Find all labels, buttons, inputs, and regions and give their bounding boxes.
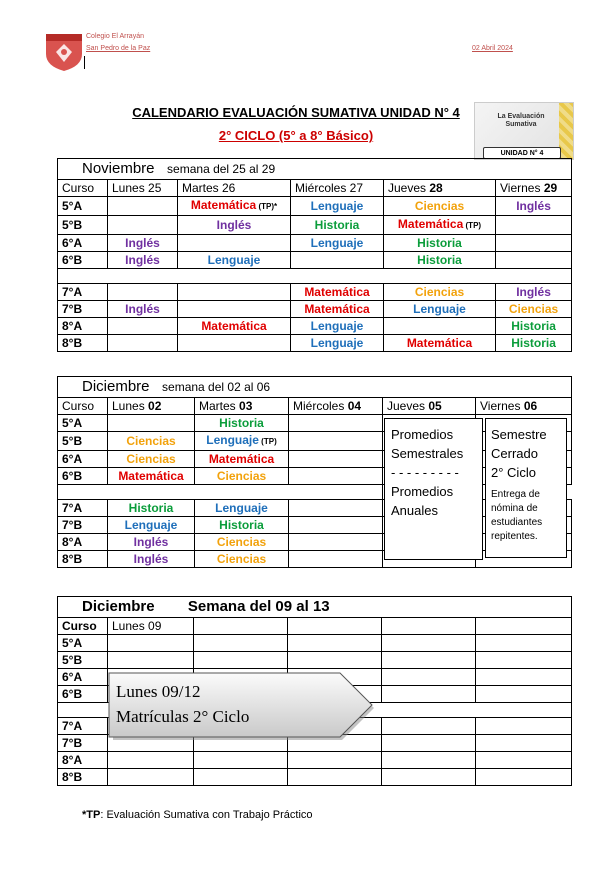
col-day-2 [195, 398, 289, 415]
table-row [58, 197, 572, 216]
schedule-cell [289, 534, 383, 551]
subject-label: Historia [511, 319, 556, 333]
empty-cell [476, 718, 572, 735]
schedule-cell [289, 451, 383, 468]
column-headers [58, 398, 572, 415]
schedule-cell [108, 451, 195, 468]
subject-label: Inglés [125, 236, 160, 250]
schedule-cell [178, 301, 291, 318]
subject-label: Lenguaje [124, 518, 178, 532]
november-calendar-table [57, 158, 572, 352]
illustration-line1: La Evaluación [497, 113, 545, 120]
row-curso: 5°B [58, 652, 108, 669]
col-day-5-name: Viernes [480, 399, 524, 413]
col-day-3-name: Miércoles [293, 399, 348, 413]
schedule-cell [108, 216, 178, 235]
schedule-cell [108, 335, 178, 352]
col-day-2-num: 03 [239, 399, 253, 413]
schedule-cell [108, 197, 178, 216]
col-curso: Curso [58, 180, 108, 197]
table-row [58, 216, 572, 235]
schedule-cell [384, 235, 496, 252]
subject-label: Matemática [304, 285, 370, 299]
schedule-cell [291, 197, 384, 216]
col-day-3: Miércoles 27 [291, 180, 384, 197]
col-day-5-name: Viernes [500, 181, 544, 195]
subject-label: Historia [219, 518, 264, 532]
document-date: 02 Abril 2024 [472, 45, 513, 52]
schedule-cell [108, 534, 195, 551]
subject-label: Inglés [516, 199, 551, 213]
footnote-text: : Evaluación Sumativa con Trabajo Práctico [100, 809, 313, 821]
table-header-december-2 [58, 597, 572, 618]
schedule-cell [384, 252, 496, 269]
schedule-cell [291, 235, 384, 252]
schedule-cell [384, 318, 496, 335]
november-rows-5-6 [58, 197, 572, 269]
page-title: CALENDARIO EVALUACIÓN SUMATIVA UNIDAD N° 4 [132, 105, 460, 120]
subject-label: Matemática [201, 319, 267, 333]
promedios-line1: Promedios [391, 427, 454, 442]
schedule-cell [108, 252, 178, 269]
schedule-cell [496, 318, 572, 335]
schedule-cell [195, 468, 289, 485]
empty-cell [108, 769, 194, 786]
subject-label: Lenguaje [310, 199, 364, 213]
schedule-cell [108, 517, 195, 534]
col-empty [288, 618, 382, 635]
subject-label: Matemática [190, 198, 257, 212]
empty-cell [382, 769, 476, 786]
unit-illustration-caption [489, 113, 553, 129]
subject-label: Historia [314, 218, 360, 232]
col-empty [476, 618, 572, 635]
week-label: semana del 25 al 29 [167, 162, 276, 176]
schedule-cell [291, 284, 384, 301]
col-empty [382, 618, 476, 635]
row-curso: 7°B [58, 517, 108, 534]
col-day-3 [289, 398, 383, 415]
row-curso: 6°A [58, 669, 108, 686]
empty-cell [382, 735, 476, 752]
subject-label: Matemática [304, 302, 370, 316]
schedule-cell [289, 517, 383, 534]
row-curso: 5°A [58, 635, 108, 652]
table-header-november [58, 159, 572, 180]
table-row [58, 284, 572, 301]
schedule-cell [496, 335, 572, 352]
row-curso: 7°B [58, 301, 108, 318]
empty-cell [382, 718, 476, 735]
schedule-cell [291, 318, 384, 335]
empty-cell [382, 669, 476, 686]
empty-cell [288, 635, 382, 652]
col-day-5 [496, 180, 572, 197]
subject-label: Inglés [216, 218, 252, 232]
row-curso: 8°A [58, 752, 108, 769]
unit-tag: UNIDAD N° 4 [483, 147, 561, 159]
row-curso: 6°B [58, 686, 108, 703]
schedule-cell [291, 252, 384, 269]
schedule-cell [291, 301, 384, 318]
schedule-cell [291, 216, 384, 235]
subject-label: Historia [219, 416, 264, 430]
col-day-4-num: 28 [429, 181, 443, 195]
schedule-cell [195, 451, 289, 468]
schedule-cell [108, 235, 178, 252]
col-day-1-name: Lunes [112, 399, 149, 413]
col-day-1-num: 02 [148, 399, 162, 413]
row-curso: 5°B [58, 216, 108, 235]
subject-label: Historia [128, 501, 174, 515]
schedule-cell [289, 415, 383, 432]
table-row [58, 318, 572, 335]
subject-label: Matemática [118, 469, 184, 483]
matriculas-text [116, 679, 249, 729]
subject-label: Inglés [125, 302, 160, 316]
column-headers [58, 618, 572, 635]
schedule-cell [178, 318, 291, 335]
empty-cell [382, 635, 476, 652]
school-logo [44, 32, 84, 72]
schedule-cell [195, 500, 289, 517]
row-curso: 6°A [58, 235, 108, 252]
empty-cell [288, 652, 382, 669]
empty-cell [108, 652, 194, 669]
table-row [58, 769, 572, 786]
schedule-cell [108, 415, 195, 432]
promedios-divider: - - - - - - - - - [391, 465, 459, 480]
row-curso: 7°A [58, 500, 108, 517]
subject-label: Lenguaje [413, 302, 466, 316]
matriculas-date: Lunes 09/12 [116, 682, 201, 701]
promedios-line5: Anuales [391, 503, 438, 518]
row-curso: 5°A [58, 197, 108, 216]
schedule-cell [496, 284, 572, 301]
subject-label: Inglés [125, 253, 160, 267]
row-curso: 7°A [58, 284, 108, 301]
promedios-box [384, 418, 483, 560]
school-city: San Pedro de la Paz [86, 45, 151, 52]
subject-label: Ciencias [216, 469, 267, 483]
illustration-line2: Sumativa [505, 121, 537, 128]
subject-label: Historia [417, 253, 462, 267]
month-label: Diciembre [82, 598, 155, 615]
text-cursor [84, 56, 85, 69]
table-row [58, 752, 572, 769]
tp-marker: (TP) [463, 221, 482, 230]
tp-marker: (TP) [258, 437, 277, 446]
semestre-note: Entrega de nómina de estudiantes repitentes. [491, 489, 543, 542]
schedule-cell [108, 301, 178, 318]
col-day-4-name: Jueves [388, 181, 430, 195]
footnote-tp: *TP [82, 809, 101, 821]
col-day-5-num: 29 [543, 181, 558, 195]
schedule-cell [289, 500, 383, 517]
separator-cell [58, 269, 572, 284]
col-curso: Curso [58, 618, 108, 635]
row-curso: 8°A [58, 534, 108, 551]
col-day-4 [384, 180, 496, 197]
row-curso: 7°B [58, 735, 108, 752]
schedule-cell [108, 284, 178, 301]
empty-cell [288, 752, 382, 769]
schedule-cell [496, 252, 572, 269]
column-headers [58, 180, 572, 197]
month-label: Diciembre [82, 378, 150, 395]
schedule-cell [108, 318, 178, 335]
col-day-2: Martes 26 [178, 180, 291, 197]
semestre-cerrado-box [485, 418, 567, 558]
table-header-december-1 [58, 377, 572, 398]
schedule-cell [496, 235, 572, 252]
table-row [58, 635, 572, 652]
schedule-cell [289, 432, 383, 451]
subject-label: Ciencias [126, 434, 176, 448]
table-row [58, 335, 572, 352]
table-row [58, 235, 572, 252]
table-row [58, 652, 572, 669]
schedule-cell [108, 432, 195, 451]
col-day-3-num: 04 [347, 399, 362, 413]
promedios-line4: Promedios [391, 484, 454, 499]
empty-cell [194, 635, 288, 652]
table-row [58, 301, 572, 318]
schedule-cell [178, 284, 291, 301]
schedule-cell [178, 335, 291, 352]
empty-cell [476, 769, 572, 786]
schedule-cell [178, 197, 291, 216]
week-label: Semana del 09 al 13 [187, 598, 330, 615]
school-name: Colegio El Arrayán [86, 33, 144, 40]
matriculas-label: Matrículas 2° Ciclo [116, 707, 250, 726]
schedule-cell [291, 335, 384, 352]
empty-cell [382, 752, 476, 769]
empty-cell [382, 686, 476, 703]
row-curso: 7°A [58, 718, 108, 735]
subject-label: Lenguaje [206, 433, 259, 447]
schedule-cell [195, 517, 289, 534]
schedule-cell [384, 335, 496, 352]
schedule-cell [178, 235, 291, 252]
unit-illustration [474, 102, 574, 160]
subject-label: Lenguaje [310, 236, 364, 250]
subject-label: Inglés [133, 552, 169, 566]
col-empty [194, 618, 288, 635]
schedule-cell [108, 500, 195, 517]
schedule-cell [289, 468, 383, 485]
col-day-5-num: 06 [523, 399, 538, 413]
schedule-cell [178, 216, 291, 235]
schedule-cell [384, 216, 496, 235]
col-day-5 [476, 398, 572, 415]
subject-label: Matemática [397, 217, 464, 231]
subject-label: Lenguaje [310, 319, 364, 333]
schedule-cell [496, 216, 572, 235]
empty-cell [476, 669, 572, 686]
subject-label: Inglés [516, 285, 551, 299]
empty-cell [288, 769, 382, 786]
col-day-1 [108, 398, 195, 415]
subject-label: Matemática [208, 452, 275, 466]
subject-label: Inglés [133, 535, 169, 549]
empty-cell [476, 735, 572, 752]
separator-row [58, 269, 572, 284]
subject-label: Ciencias [216, 535, 267, 549]
row-curso: 5°B [58, 432, 108, 451]
schedule-cell [108, 551, 195, 568]
col-day-4-name: Jueves [387, 399, 429, 413]
empty-cell [194, 752, 288, 769]
separator-cell [58, 485, 383, 500]
schedule-cell [178, 252, 291, 269]
row-curso: 8°B [58, 335, 108, 352]
row-curso: 6°B [58, 252, 108, 269]
week-label: semana del 02 al 06 [162, 380, 271, 394]
empty-cell [382, 652, 476, 669]
subject-label: Lenguaje [207, 253, 261, 267]
empty-cell [194, 652, 288, 669]
col-day-2-name: Martes [199, 399, 240, 413]
subject-label: Lenguaje [215, 501, 268, 515]
subject-label: Ciencias [216, 552, 267, 566]
subject-label: Ciencias [508, 302, 559, 316]
semestre-line3: 2° Ciclo [491, 465, 536, 480]
subject-label: Matemática [406, 336, 473, 350]
subject-label: Ciencias [126, 452, 176, 466]
subject-label: Historia [511, 336, 556, 350]
november-rows-7-8 [58, 284, 572, 352]
schedule-cell [496, 197, 572, 216]
col-day-4 [383, 398, 476, 415]
empty-cell [108, 635, 194, 652]
pencil-decoration [559, 103, 573, 160]
subject-label: Historia [417, 236, 462, 250]
row-curso: 8°B [58, 551, 108, 568]
subject-label: Ciencias [414, 285, 465, 299]
footnote [82, 809, 313, 821]
col-day-1: Lunes 25 [108, 180, 178, 197]
row-curso: 8°A [58, 318, 108, 335]
col-day-1: Lunes 09 [108, 618, 194, 635]
empty-cell [194, 769, 288, 786]
tp-marker: (TP)* [256, 202, 278, 211]
semestre-line2: Cerrado [491, 446, 538, 461]
subject-label: Ciencias [414, 199, 465, 213]
empty-cell [476, 686, 572, 703]
schedule-cell [384, 301, 496, 318]
schedule-cell [195, 534, 289, 551]
col-curso: Curso [58, 398, 108, 415]
empty-cell [108, 752, 194, 769]
row-curso: 8°B [58, 769, 108, 786]
schedule-cell [195, 415, 289, 432]
empty-cell [476, 635, 572, 652]
page-subtitle: 2° CICLO (5° a 8° Básico) [218, 128, 374, 143]
empty-cell [476, 752, 572, 769]
empty-cell [476, 652, 572, 669]
schedule-cell [195, 432, 289, 451]
promedios-line2: Semestrales [391, 446, 464, 461]
row-curso: 6°B [58, 468, 108, 485]
month-label: Noviembre [82, 160, 155, 177]
table-row [58, 252, 572, 269]
schedule-cell [289, 551, 383, 568]
schedule-cell [384, 197, 496, 216]
schedule-cell [496, 301, 572, 318]
schedule-cell [108, 468, 195, 485]
schedule-cell [384, 284, 496, 301]
row-curso: 6°A [58, 451, 108, 468]
schedule-cell [195, 551, 289, 568]
row-curso: 5°A [58, 415, 108, 432]
col-day-4-num: 05 [428, 399, 442, 413]
semestre-line1: Semestre [491, 427, 547, 442]
subject-label: Lenguaje [310, 336, 364, 350]
